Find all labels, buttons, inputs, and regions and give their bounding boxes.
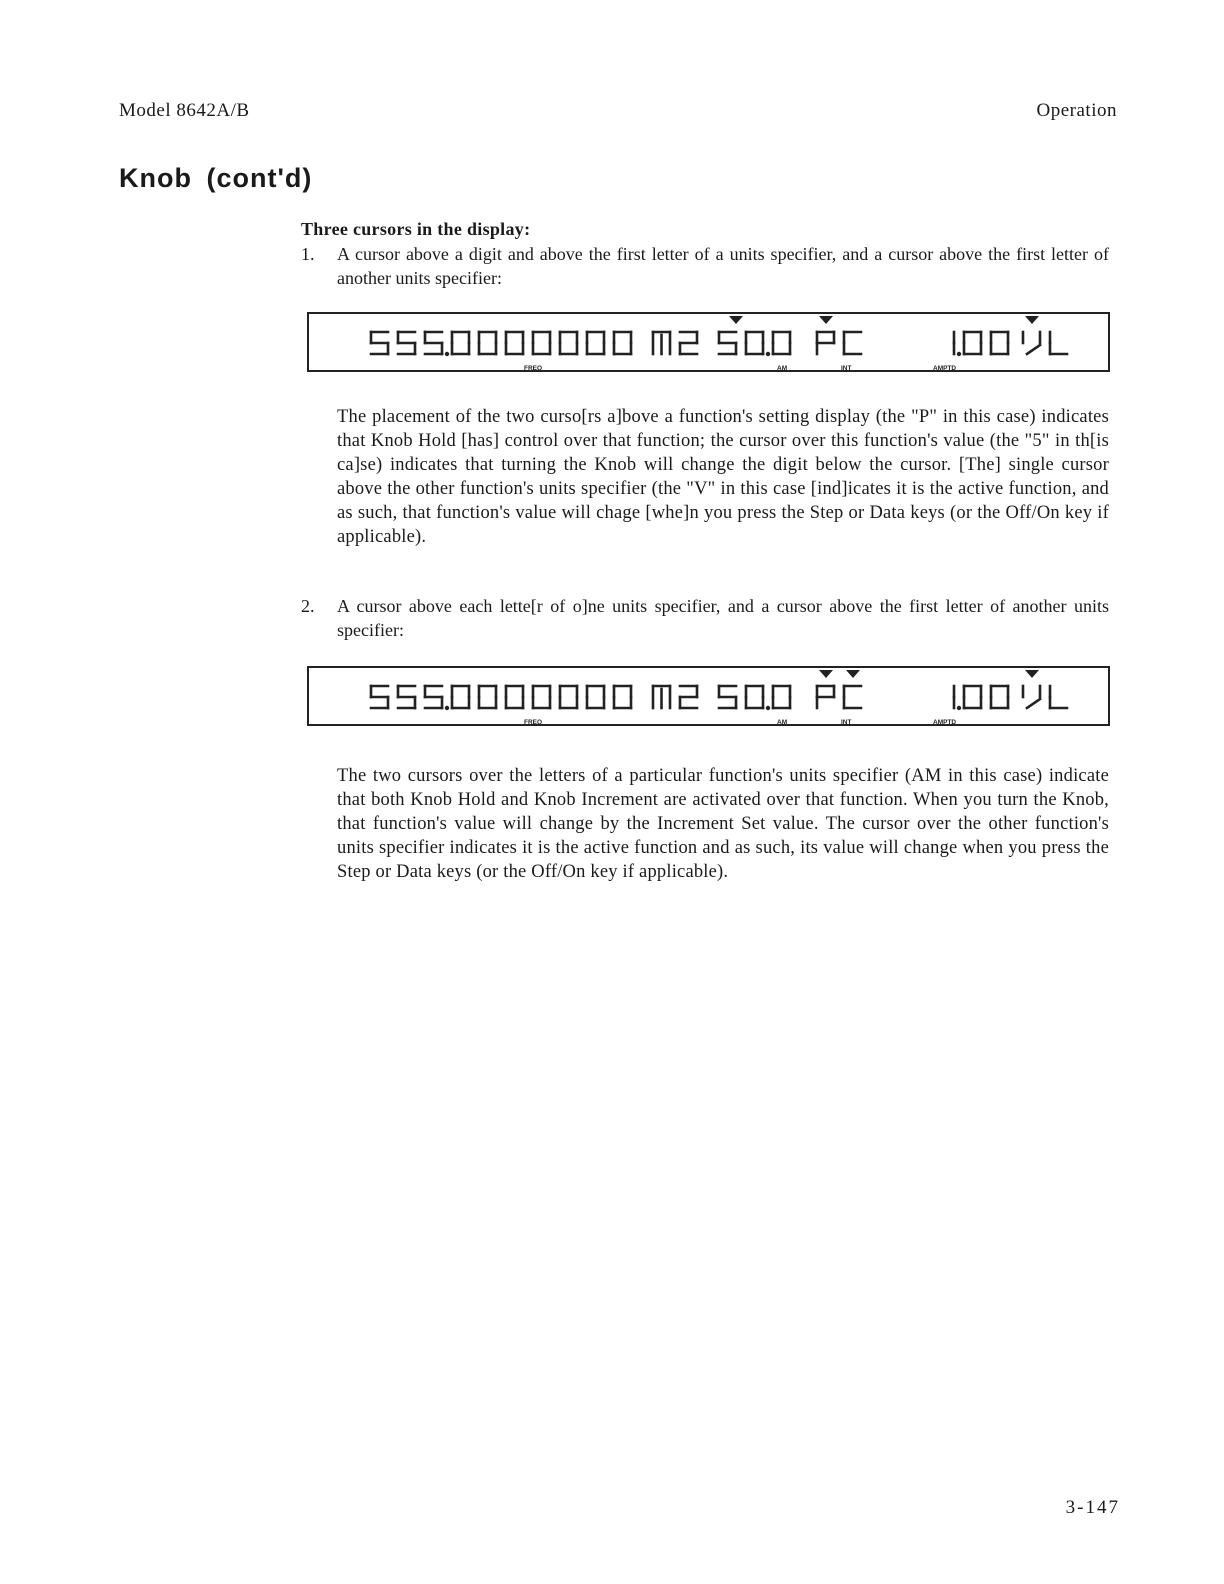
amptd-units-char-0: [1023, 332, 1040, 354]
am-units-char-0: [817, 332, 834, 354]
am-digit-char-2: [773, 332, 790, 354]
am-units-char-1: [844, 686, 861, 708]
freq-digit-char-9: [614, 332, 631, 354]
freq-digit-char-3: [452, 686, 469, 708]
freq-units-char-0: [653, 332, 670, 354]
front-panel-display-1: [307, 312, 1110, 372]
front-panel-display-2: [307, 666, 1110, 726]
cursor-over-am-units-p: [819, 670, 833, 678]
freq-digit-char-1: [398, 332, 415, 354]
am-units-char-0: [817, 686, 834, 708]
display-1-label-am: AM: [777, 365, 788, 372]
cursor-over-am-units-p: [819, 316, 833, 324]
freq-digit-char-0: [371, 686, 388, 708]
freq-digit-char-6: [533, 686, 550, 708]
display-1-cursors: [729, 316, 1039, 324]
cursor-over-amptd-units-v: [1025, 670, 1039, 678]
freq-digit-char-3: [452, 332, 469, 354]
amptd-units-char-1: [1050, 332, 1067, 354]
freq-digit-char-1: [398, 686, 415, 708]
section-title: Knob (cont'd): [119, 163, 313, 193]
am-units-char-1: [844, 332, 861, 354]
freq-digit-char-9: [614, 686, 631, 708]
list-item-2-text: A cursor above each lette[r of o]ne units specifier, and a cursor above the first letter of another units specifier:: [337, 596, 1109, 640]
freq-digit-char-2: [425, 686, 442, 708]
list-item-1: [301, 242, 1109, 290]
freq-digit-char-8: [587, 332, 604, 354]
freq-digit-decimal-point: [445, 352, 449, 356]
freq-units-char-0: [653, 686, 670, 708]
freq-digit-char-5: [506, 332, 523, 354]
amptd-units-char-1: [1050, 686, 1067, 708]
header-model: Model 8642A/B: [119, 100, 250, 121]
display-2-svg: [309, 668, 1112, 728]
am-digit-char-2: [773, 686, 790, 708]
amptd-units-char-0: [1023, 686, 1040, 708]
freq-digit-char-0: [371, 332, 388, 354]
paragraph-1: The placement of the two curso[rs a]bove a function's setting display (the "P" in this case) indicates that Knob Hold [has] control over that function; the cursor over this function's value (the "5" in th[is ca]se) indicates that turning the Knob will change the digit below the cursor. [The] single cursor above the other function's units specifier (the "V" in this case [ind]icates it is the active function, and as such, that function's value will chage [whe]n you press the Step or Data keys (or the Off/On key if applicable).: [337, 407, 1109, 547]
cursor-over-am-digit: [729, 316, 743, 324]
freq-digit-char-4: [479, 686, 496, 708]
display-1-label-int: INT: [841, 365, 852, 372]
display-2-label-int: INT: [841, 719, 852, 726]
subheading: Three cursors in the display:: [301, 219, 531, 239]
display-2-cursors: [819, 670, 1039, 678]
freq-digit-char-7: [560, 686, 577, 708]
amptd-digit-decimal-point: [957, 706, 961, 710]
amptd-digit-char-2: [991, 686, 1008, 708]
header-section: Operation: [1036, 100, 1117, 121]
amptd-digit-char-1: [964, 332, 981, 354]
list-item-1-number: 1.: [301, 244, 315, 264]
am-digit-decimal-point: [766, 706, 770, 710]
list-item-2: [301, 594, 1109, 642]
display-2-segment-digits: [371, 686, 1067, 710]
am-digit-char-0: [719, 686, 736, 708]
freq-digit-char-5: [506, 686, 523, 708]
freq-digit-char-8: [587, 686, 604, 708]
freq-units-char-1: [680, 686, 697, 708]
am-digit-decimal-point: [766, 352, 770, 356]
page-number: 3-147: [1065, 1497, 1120, 1518]
amptd-digit-decimal-point: [957, 352, 961, 356]
display-1-label-amptd: AMPTD: [933, 365, 957, 372]
display-1-label-freq: FREQ: [524, 365, 543, 372]
display-2-label-amptd: AMPTD: [933, 719, 957, 726]
list-item-2-number: 2.: [301, 596, 315, 616]
amptd-digit-char-2: [991, 332, 1008, 354]
freq-digit-decimal-point: [445, 706, 449, 710]
display-1-segment-digits: [371, 332, 1067, 356]
am-digit-char-1: [746, 686, 763, 708]
freq-digit-char-2: [425, 332, 442, 354]
freq-units-char-1: [680, 332, 697, 354]
display-2-label-am: AM: [777, 719, 788, 726]
display-1-svg: [309, 314, 1112, 374]
paragraph-2: The two cursors over the letters of a particular function's units specifier (AM in this case) indicate that both Knob Hold and Knob Increment are activated over that function. When you turn the Knob, that function's value will change by the Increment Set value. The cursor over the other function's units specifier indicates it is the active function and as such, its value will change when you press the Step or Data keys (or the Off/On key if applicable).: [337, 766, 1109, 882]
freq-digit-char-6: [533, 332, 550, 354]
am-digit-char-1: [746, 332, 763, 354]
cursor-over-am-units-c: [846, 670, 860, 678]
list-item-1-text: A cursor above a digit and above the first letter of a units specifier, and a cursor above the first letter of another units specifier:: [337, 244, 1109, 288]
freq-digit-char-4: [479, 332, 496, 354]
amptd-digit-char-1: [964, 686, 981, 708]
cursor-over-amptd-units-v: [1025, 316, 1039, 324]
am-digit-char-0: [719, 332, 736, 354]
display-2-label-freq: FREQ: [524, 719, 543, 726]
freq-digit-char-7: [560, 332, 577, 354]
